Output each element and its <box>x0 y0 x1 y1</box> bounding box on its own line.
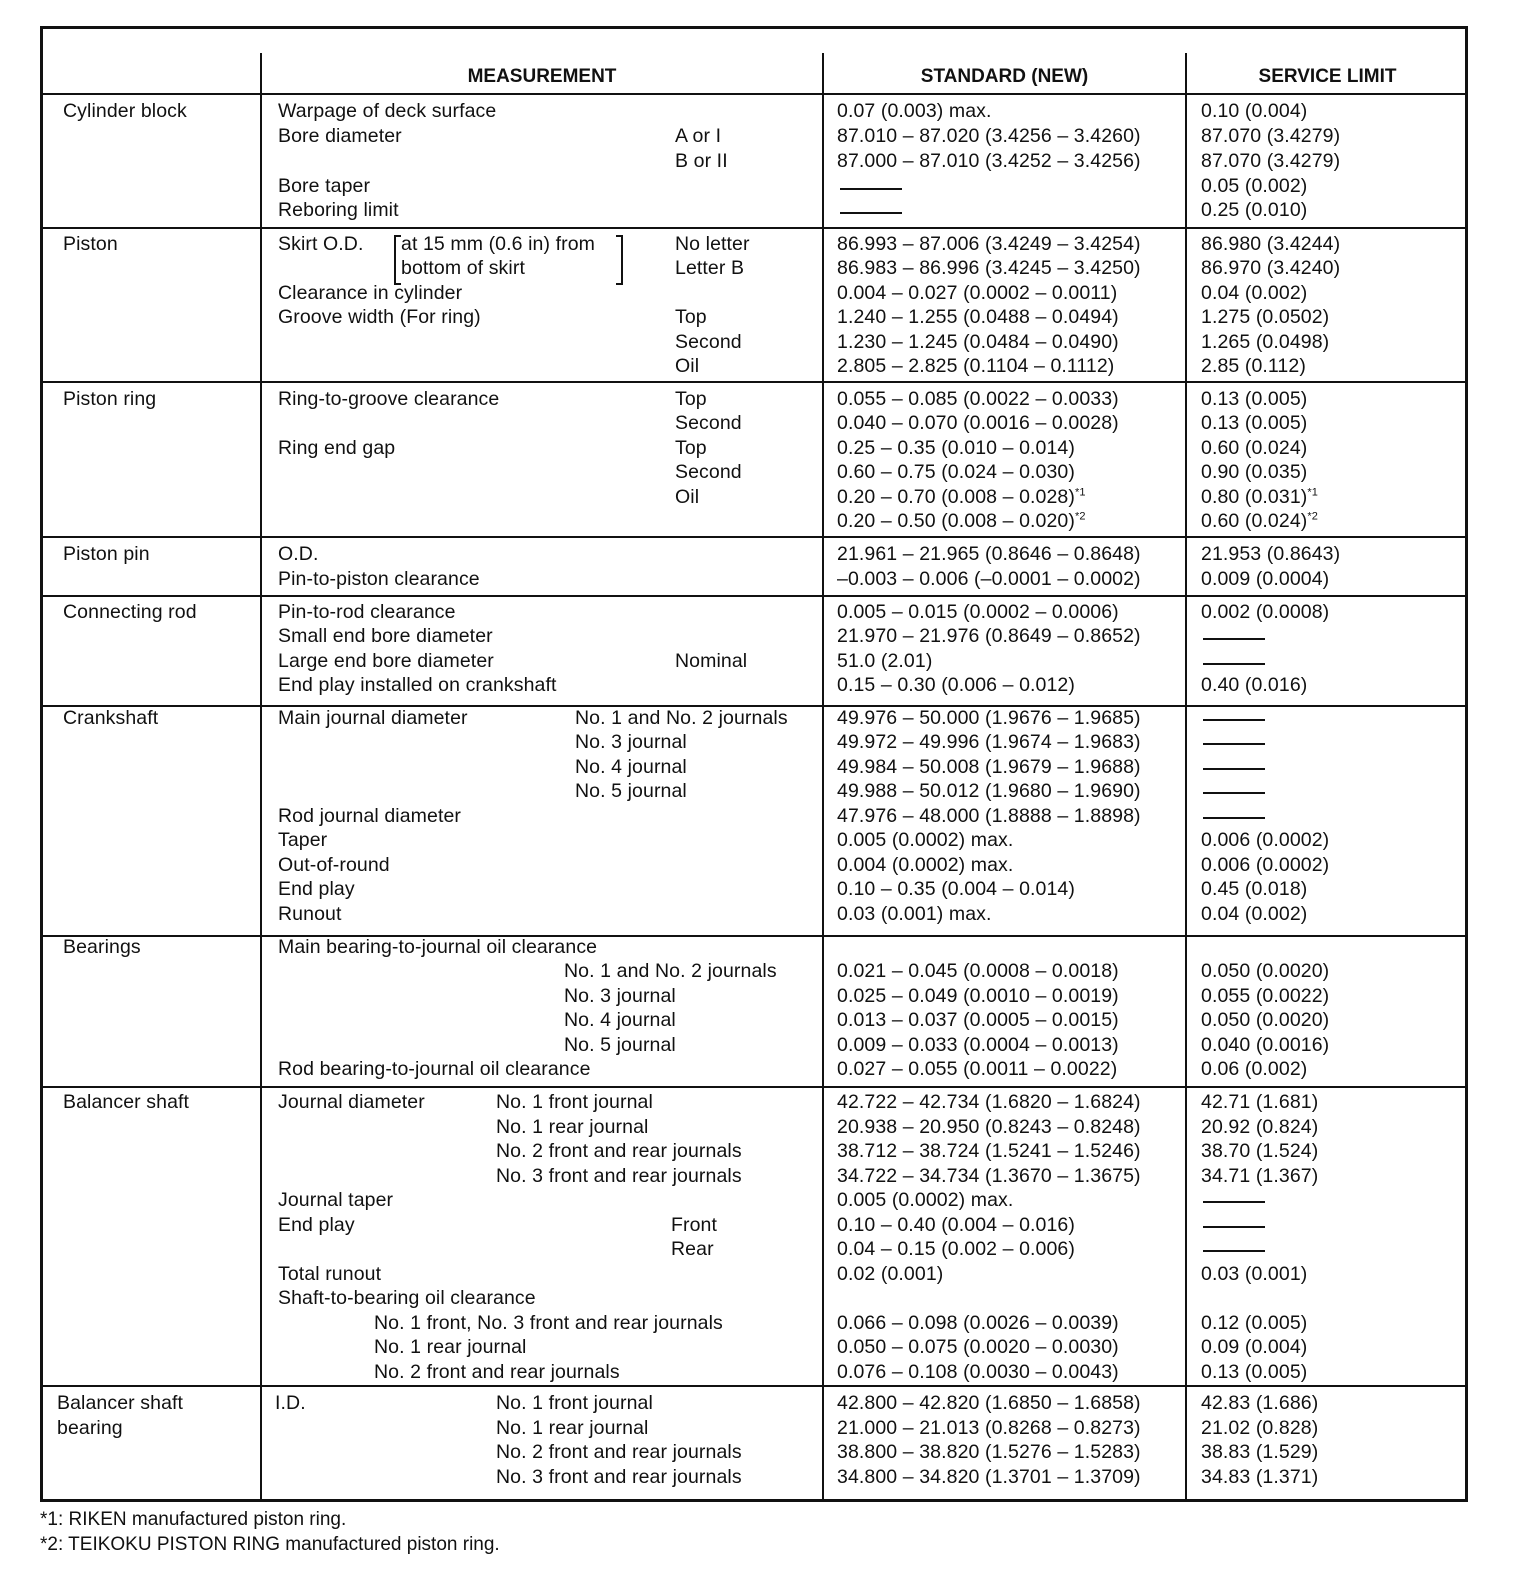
standard-value: 0.20 – 0.50 (0.008 – 0.020) <box>837 510 1075 532</box>
row-divider <box>43 381 1465 383</box>
measure-label: Journal diameter <box>278 1091 425 1113</box>
row-divider <box>43 595 1465 597</box>
measure-label: Skirt O.D. <box>278 233 364 255</box>
not-specified-dash <box>1203 743 1265 745</box>
standard-value: 20.938 – 20.950 (0.8243 – 0.8248) <box>837 1116 1141 1138</box>
standard-value: 0.066 – 0.098 (0.0026 – 0.0039) <box>837 1312 1119 1334</box>
standard-value: 1.230 – 1.245 (0.0484 – 0.0490) <box>837 331 1119 353</box>
sub-label: No. 2 front and rear journals <box>496 1441 742 1463</box>
sub-label: Second <box>675 412 742 434</box>
standard-value: 34.722 – 34.734 (1.3670 – 1.3675) <box>837 1165 1141 1187</box>
sub-label: No. 2 front and rear journals <box>496 1140 742 1162</box>
standard-value: 0.005 – 0.015 (0.0002 – 0.0006) <box>837 601 1119 623</box>
limit-value: 87.070 (3.4279) <box>1201 125 1341 147</box>
footnote: *1: RIKEN manufactured piston ring. <box>40 1509 347 1530</box>
measure-label: End play <box>278 1214 355 1236</box>
standard-value: 0.03 (0.001) max. <box>837 903 992 925</box>
standard-value: 21.961 – 21.965 (0.8646 – 0.8648) <box>837 543 1141 565</box>
not-specified-dash <box>1203 719 1265 721</box>
limit-value: 21.953 (0.8643) <box>1201 543 1341 565</box>
limit-value: 0.050 (0.0020) <box>1201 960 1330 982</box>
footnote-mark: *2 <box>1074 510 1086 523</box>
standard-value: 0.25 – 0.35 (0.010 – 0.014) <box>837 437 1075 459</box>
sub-label: Top <box>675 388 707 410</box>
measure-label: Reboring limit <box>278 199 399 221</box>
measure-label: Large end bore diameter <box>278 650 494 672</box>
standard-value-with-note <box>837 485 1086 510</box>
not-specified-dash <box>1203 792 1265 794</box>
sub-label: Oil <box>675 355 700 377</box>
limit-value: 34.71 (1.367) <box>1201 1165 1319 1187</box>
limit-value: 1.265 (0.0498) <box>1201 331 1330 353</box>
standard-value: 49.984 – 50.008 (1.9679 – 1.9688) <box>837 756 1141 778</box>
limit-value: 86.980 (3.4244) <box>1201 233 1341 255</box>
measure-label: Small end bore diameter <box>278 625 493 647</box>
not-specified-dash <box>1203 663 1265 665</box>
measure-label: Main journal diameter <box>278 707 468 729</box>
sub-label: Rear <box>671 1238 714 1260</box>
not-specified-dash <box>1203 817 1265 819</box>
limit-value: 0.60 (0.024) <box>1201 437 1308 459</box>
footnote-mark: *2 <box>1307 510 1318 523</box>
limit-value: 0.04 (0.002) <box>1201 903 1308 925</box>
limit-value: 0.055 (0.0022) <box>1201 985 1330 1007</box>
sub-label: No. 1 rear journal <box>496 1116 649 1138</box>
measure-label: I.D. <box>275 1392 306 1414</box>
limit-value: 42.83 (1.686) <box>1201 1392 1319 1414</box>
standard-value: 0.004 (0.0002) max. <box>837 854 1014 876</box>
measure-label: Bore taper <box>278 175 371 197</box>
measure-label: Warpage of deck surface <box>278 100 497 122</box>
measure-label: O.D. <box>278 543 319 565</box>
limit-value: 2.85 (0.112) <box>1201 355 1306 377</box>
note-bracket-right <box>616 235 623 285</box>
section-name: Piston pin <box>63 543 150 565</box>
sub-label: No. 1 front, No. 3 front and rear journals <box>374 1312 723 1334</box>
skirt-note: at 15 mm (0.6 in) from <box>401 233 596 255</box>
sub-label: Nominal <box>675 650 748 672</box>
sub-label: No. 1 front journal <box>496 1392 653 1414</box>
section-name: Balancer shaft <box>63 1091 190 1113</box>
not-specified-dash <box>1203 638 1265 640</box>
standard-value: 0.60 – 0.75 (0.024 – 0.030) <box>837 461 1075 483</box>
standard-value: 0.009 – 0.033 (0.0004 – 0.0013) <box>837 1034 1119 1056</box>
limit-value: 86.970 (3.4240) <box>1201 257 1341 279</box>
standard-value: –0.003 – 0.006 (–0.0001 – 0.0002) <box>837 568 1141 590</box>
standard-value: 0.10 – 0.35 (0.004 – 0.014) <box>837 878 1075 900</box>
standard-value: 49.972 – 49.996 (1.9674 – 1.9683) <box>837 731 1141 753</box>
sub-label: B or II <box>675 150 728 172</box>
measure-label: Ring end gap <box>278 437 396 459</box>
limit-value: 0.45 (0.018) <box>1201 878 1308 900</box>
limit-value: 0.05 (0.002) <box>1201 175 1308 197</box>
limit-value: 0.13 (0.005) <box>1201 388 1308 410</box>
standard-value: 86.983 – 86.996 (3.4245 – 3.4250) <box>837 257 1141 279</box>
limit-value: 0.06 (0.002) <box>1201 1058 1308 1080</box>
limit-value: 20.92 (0.824) <box>1201 1116 1319 1138</box>
limit-value: 42.71 (1.681) <box>1201 1091 1319 1113</box>
standard-value: 2.805 – 2.825 (0.1104 – 0.1112) <box>837 355 1115 377</box>
measure-label: Journal taper <box>278 1189 394 1211</box>
measure-label: End play <box>278 878 355 900</box>
standard-value: 0.02 (0.001) <box>837 1263 944 1285</box>
standard-value: 0.013 – 0.037 (0.0005 – 0.0015) <box>837 1009 1119 1031</box>
standard-value: 38.800 – 38.820 (1.5276 – 1.5283) <box>837 1441 1141 1463</box>
limit-value: 0.002 (0.0008) <box>1201 601 1330 623</box>
limit-value: 0.13 (0.005) <box>1201 1361 1308 1383</box>
limit-value: 0.03 (0.001) <box>1201 1263 1308 1285</box>
standard-value: 0.20 – 0.70 (0.008 – 0.028) <box>837 486 1075 508</box>
limit-value: 87.070 (3.4279) <box>1201 150 1341 172</box>
sub-label: Top <box>675 306 707 328</box>
measure-label: Groove width (For ring) <box>278 306 481 328</box>
measure-label: Rod journal diameter <box>278 805 462 827</box>
spec-table <box>40 26 1468 1502</box>
measure-label: Rod bearing-to-journal oil clearance <box>278 1058 591 1080</box>
section-name: Piston ring <box>63 388 157 410</box>
row-divider <box>43 935 1465 937</box>
standard-value: 49.988 – 50.012 (1.9680 – 1.9690) <box>837 780 1141 802</box>
section-name: Crankshaft <box>63 707 159 729</box>
measure-label: Main bearing-to-journal oil clearance <box>278 936 598 958</box>
header-divider <box>43 93 1465 95</box>
skirt-note: bottom of skirt <box>401 257 525 279</box>
limit-value: 0.006 (0.0002) <box>1201 854 1330 876</box>
limit-value-with-note <box>1201 485 1318 510</box>
standard-value: 0.07 (0.003) max. <box>837 100 992 122</box>
sub-label: No. 1 and No. 2 journals <box>564 960 777 982</box>
sub-label: No. 1 rear journal <box>496 1417 649 1439</box>
limit-value: 0.050 (0.0020) <box>1201 1009 1330 1031</box>
col-divider <box>822 53 824 1499</box>
section-name: Balancer shaft <box>57 1392 184 1414</box>
sub-label: Oil <box>675 486 700 508</box>
section-name: Piston <box>63 233 118 255</box>
limit-value: 38.83 (1.529) <box>1201 1441 1319 1463</box>
sub-label: Front <box>671 1214 718 1236</box>
limit-value: 0.10 (0.004) <box>1201 100 1308 122</box>
limit-value: 0.009 (0.0004) <box>1201 568 1330 590</box>
sub-label: No. 4 journal <box>575 756 687 778</box>
standard-value: 0.005 (0.0002) max. <box>837 829 1014 851</box>
sub-label: No. 3 journal <box>564 985 676 1007</box>
standard-value: 0.10 – 0.40 (0.004 – 0.016) <box>837 1214 1075 1236</box>
measure-label: Shaft-to-bearing oil clearance <box>278 1287 536 1309</box>
row-divider <box>43 227 1465 229</box>
sub-label: No. 1 front journal <box>496 1091 653 1113</box>
measure-label: Ring-to-groove clearance <box>278 388 500 410</box>
footnote-mark: *1 <box>1074 486 1086 499</box>
standard-value: 0.076 – 0.108 (0.0030 – 0.0043) <box>837 1361 1119 1383</box>
standard-value: 1.240 – 1.255 (0.0488 – 0.0494) <box>837 306 1119 328</box>
standard-value-with-note <box>837 509 1086 534</box>
sub-label: No. 5 journal <box>575 780 687 802</box>
not-specified-dash <box>1203 768 1265 770</box>
not-specified-dash <box>1203 1250 1265 1252</box>
standard-value: 42.722 – 42.734 (1.6820 – 1.6824) <box>837 1091 1141 1113</box>
sub-label: No. 1 rear journal <box>374 1336 527 1358</box>
sub-label: No. 2 front and rear journals <box>374 1361 620 1383</box>
standard-value: 34.800 – 34.820 (1.3701 – 1.3709) <box>837 1466 1141 1488</box>
sub-label: Top <box>675 437 707 459</box>
section-name: Connecting rod <box>63 601 197 623</box>
section-name: bearing <box>57 1417 123 1439</box>
measure-label: Taper <box>278 829 328 851</box>
measure-label: Pin-to-piston clearance <box>278 568 480 590</box>
sub-label: No letter <box>675 233 750 255</box>
standard-value: 87.000 – 87.010 (3.4252 – 3.4256) <box>837 150 1141 172</box>
standard-value: 86.993 – 87.006 (3.4249 – 3.4254) <box>837 233 1141 255</box>
limit-value: 0.80 (0.031) <box>1201 486 1308 508</box>
measure-label: Pin-to-rod clearance <box>278 601 456 623</box>
standard-value: 0.005 (0.0002) max. <box>837 1189 1014 1211</box>
standard-value: 0.021 – 0.045 (0.0008 – 0.0018) <box>837 960 1119 982</box>
limit-value: 0.12 (0.005) <box>1201 1312 1308 1334</box>
standard-value: 0.15 – 0.30 (0.006 – 0.012) <box>837 674 1075 696</box>
measure-label: Runout <box>278 903 342 925</box>
not-specified-dash <box>1203 1226 1265 1228</box>
standard-value: 0.050 – 0.075 (0.0020 – 0.0030) <box>837 1336 1119 1358</box>
header-service-limit: SERVICE LIMIT <box>1258 66 1397 87</box>
standard-value: 49.976 – 50.000 (1.9676 – 1.9685) <box>837 707 1141 729</box>
sub-label: Letter B <box>675 257 745 279</box>
limit-value: 21.02 (0.828) <box>1201 1417 1319 1439</box>
row-divider <box>43 1385 1465 1387</box>
limit-value: 0.40 (0.016) <box>1201 674 1308 696</box>
measure-label: Bore diameter <box>278 125 402 147</box>
sub-label: No. 4 journal <box>564 1009 676 1031</box>
standard-value: 0.040 – 0.070 (0.0016 – 0.0028) <box>837 412 1119 434</box>
standard-value: 87.010 – 87.020 (3.4256 – 3.4260) <box>837 125 1141 147</box>
header-measurement: MEASUREMENT <box>467 66 617 87</box>
header-standard: STANDARD (NEW) <box>920 66 1089 87</box>
measure-label: End play installed on crankshaft <box>278 674 557 696</box>
limit-value: 0.04 (0.002) <box>1201 282 1308 304</box>
standard-value: 0.004 – 0.027 (0.0002 – 0.0011) <box>837 282 1118 304</box>
sub-label: No. 1 and No. 2 journals <box>575 707 788 729</box>
standard-value: 42.800 – 42.820 (1.6850 – 1.6858) <box>837 1392 1141 1414</box>
footnote-mark: *1 <box>1307 486 1318 499</box>
measure-label: Out-of-round <box>278 854 390 876</box>
sub-label: No. 3 front and rear journals <box>496 1165 742 1187</box>
sub-label: Second <box>675 461 742 483</box>
section-name: Bearings <box>63 936 141 958</box>
limit-value: 0.09 (0.004) <box>1201 1336 1308 1358</box>
not-specified-dash <box>840 212 902 214</box>
not-specified-dash <box>840 188 902 190</box>
sub-label: No. 5 journal <box>564 1034 676 1056</box>
sub-label: No. 3 front and rear journals <box>496 1466 742 1488</box>
row-divider <box>43 536 1465 538</box>
limit-value: 1.275 (0.0502) <box>1201 306 1330 328</box>
limit-value: 0.25 (0.010) <box>1201 199 1308 221</box>
measure-label: Total runout <box>278 1263 382 1285</box>
limit-value: 0.13 (0.005) <box>1201 412 1308 434</box>
sub-label: A or I <box>675 125 722 147</box>
sub-label: Second <box>675 331 742 353</box>
sub-label: No. 3 journal <box>575 731 687 753</box>
limit-value: 0.60 (0.024) <box>1201 510 1308 532</box>
footnote: *2: TEIKOKU PISTON RING manufactured piston ring. <box>40 1534 500 1555</box>
limit-value: 0.90 (0.035) <box>1201 461 1308 483</box>
col-divider <box>1185 53 1187 1499</box>
note-bracket-left <box>394 235 401 285</box>
standard-value: 0.027 – 0.055 (0.0011 – 0.0022) <box>837 1058 1118 1080</box>
standard-value: 0.025 – 0.049 (0.0010 – 0.0019) <box>837 985 1119 1007</box>
limit-value: 34.83 (1.371) <box>1201 1466 1319 1488</box>
standard-value: 21.970 – 21.976 (0.8649 – 0.8652) <box>837 625 1141 647</box>
standard-value: 51.0 (2.01) <box>837 650 933 672</box>
standard-value: 21.000 – 21.013 (0.8268 – 0.8273) <box>837 1417 1141 1439</box>
limit-value-with-note <box>1201 509 1318 534</box>
limit-value: 38.70 (1.524) <box>1201 1140 1319 1162</box>
standard-value: 0.04 – 0.15 (0.002 – 0.006) <box>837 1238 1075 1260</box>
standard-value: 38.712 – 38.724 (1.5241 – 1.5246) <box>837 1140 1141 1162</box>
limit-value: 0.040 (0.0016) <box>1201 1034 1330 1056</box>
measure-label: Clearance in cylinder <box>278 282 463 304</box>
not-specified-dash <box>1203 1201 1265 1203</box>
row-divider <box>43 1086 1465 1088</box>
col-divider <box>260 53 262 1499</box>
standard-value: 47.976 – 48.000 (1.8888 – 1.8898) <box>837 805 1141 827</box>
limit-value: 0.006 (0.0002) <box>1201 829 1330 851</box>
section-name: Cylinder block <box>63 100 187 122</box>
standard-value: 0.055 – 0.085 (0.0022 – 0.0033) <box>837 388 1119 410</box>
